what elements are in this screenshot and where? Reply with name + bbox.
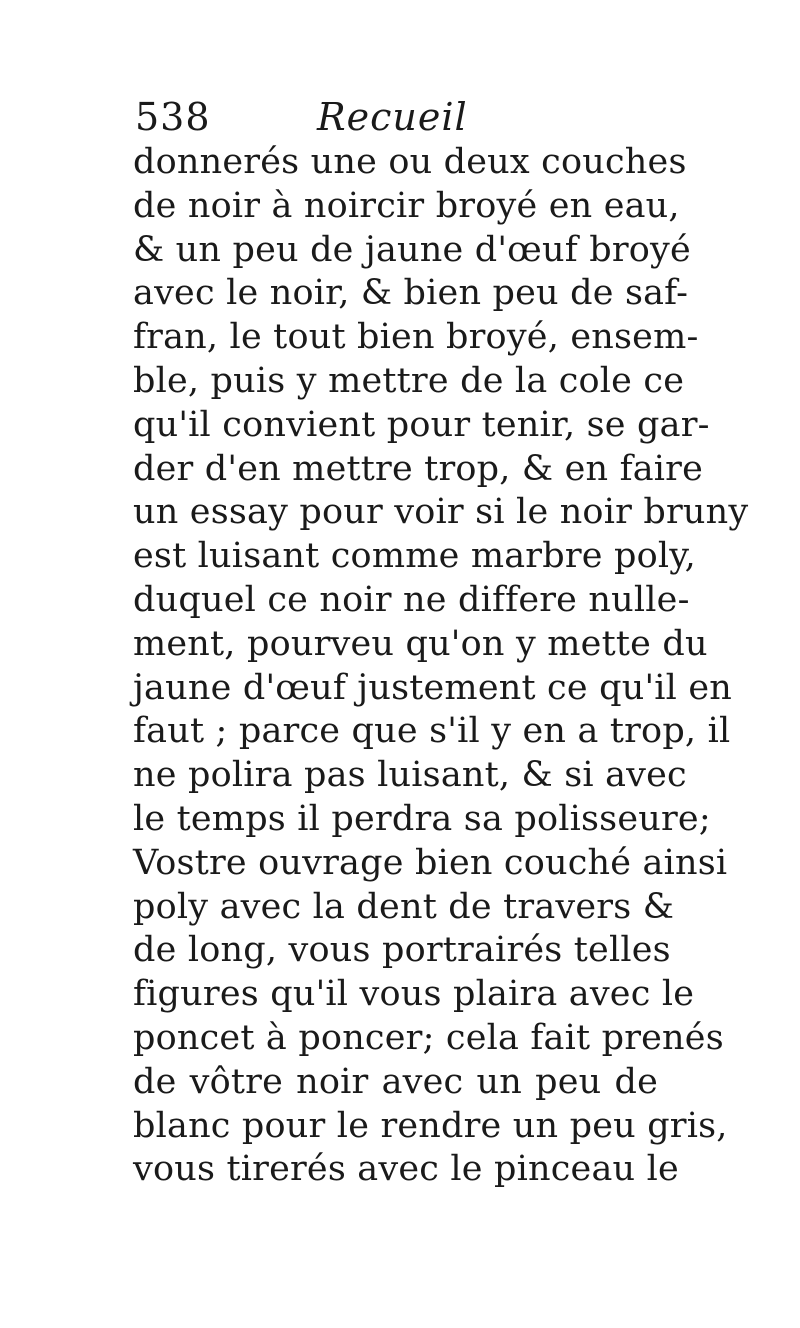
text-line: jaune d'œuf justement ce qu'il en [133,667,733,708]
running-head: Recueil [317,95,468,139]
text-line: & un peu de jaune d'œuf broyé [133,229,691,270]
text-line: fran, le tout bien broyé, ensem- [133,317,699,358]
text-line: vous tirerés avec le pinceau le [133,1149,679,1190]
text-line: faut ; parce que s'il y en a trop, il [133,711,731,752]
text-line: poly avec la dent de travers & [133,886,675,927]
text-line: poncet à poncer; cela fait prenés [133,1017,724,1058]
text-line: blanc pour le rendre un peu gris, [133,1105,728,1146]
text-line: donnerés une ou deux couches [133,142,687,182]
text-line: avec le noir, & bien peu de saf- [133,273,689,314]
text-line: le temps il perdra sa polisseure; [133,798,711,839]
page-number: 538 [135,95,211,139]
text-line: de noir à noircir broyé en eau, [133,185,680,226]
text-line: ble, puis y mettre de la cole ce [133,360,685,401]
text-line: Vostre ouvrage bien couché ainsi [133,842,728,883]
body-text [133,141,749,1192]
text-line: qu'il convient pour tenir, se gar- [133,404,710,445]
text-line: duquel ce noir ne differe nulle- [133,579,690,620]
page-header [135,92,655,142]
text-line: ment, pourveu qu'on y mette du [133,623,708,664]
text-line: figures qu'il vous plaira avec le [133,974,695,1015]
text-line: der d'en mettre trop, & en faire [133,448,704,489]
text-line: un essay pour voir si le noir bruny [133,492,749,533]
text-line: de vôtre noir avec un peu de [133,1061,658,1102]
text-line: ne polira pas luisant, & si avec [133,755,687,796]
text-line: de long, vous portrairés telles [133,930,671,971]
text-line: est luisant comme marbre poly, [133,536,696,577]
